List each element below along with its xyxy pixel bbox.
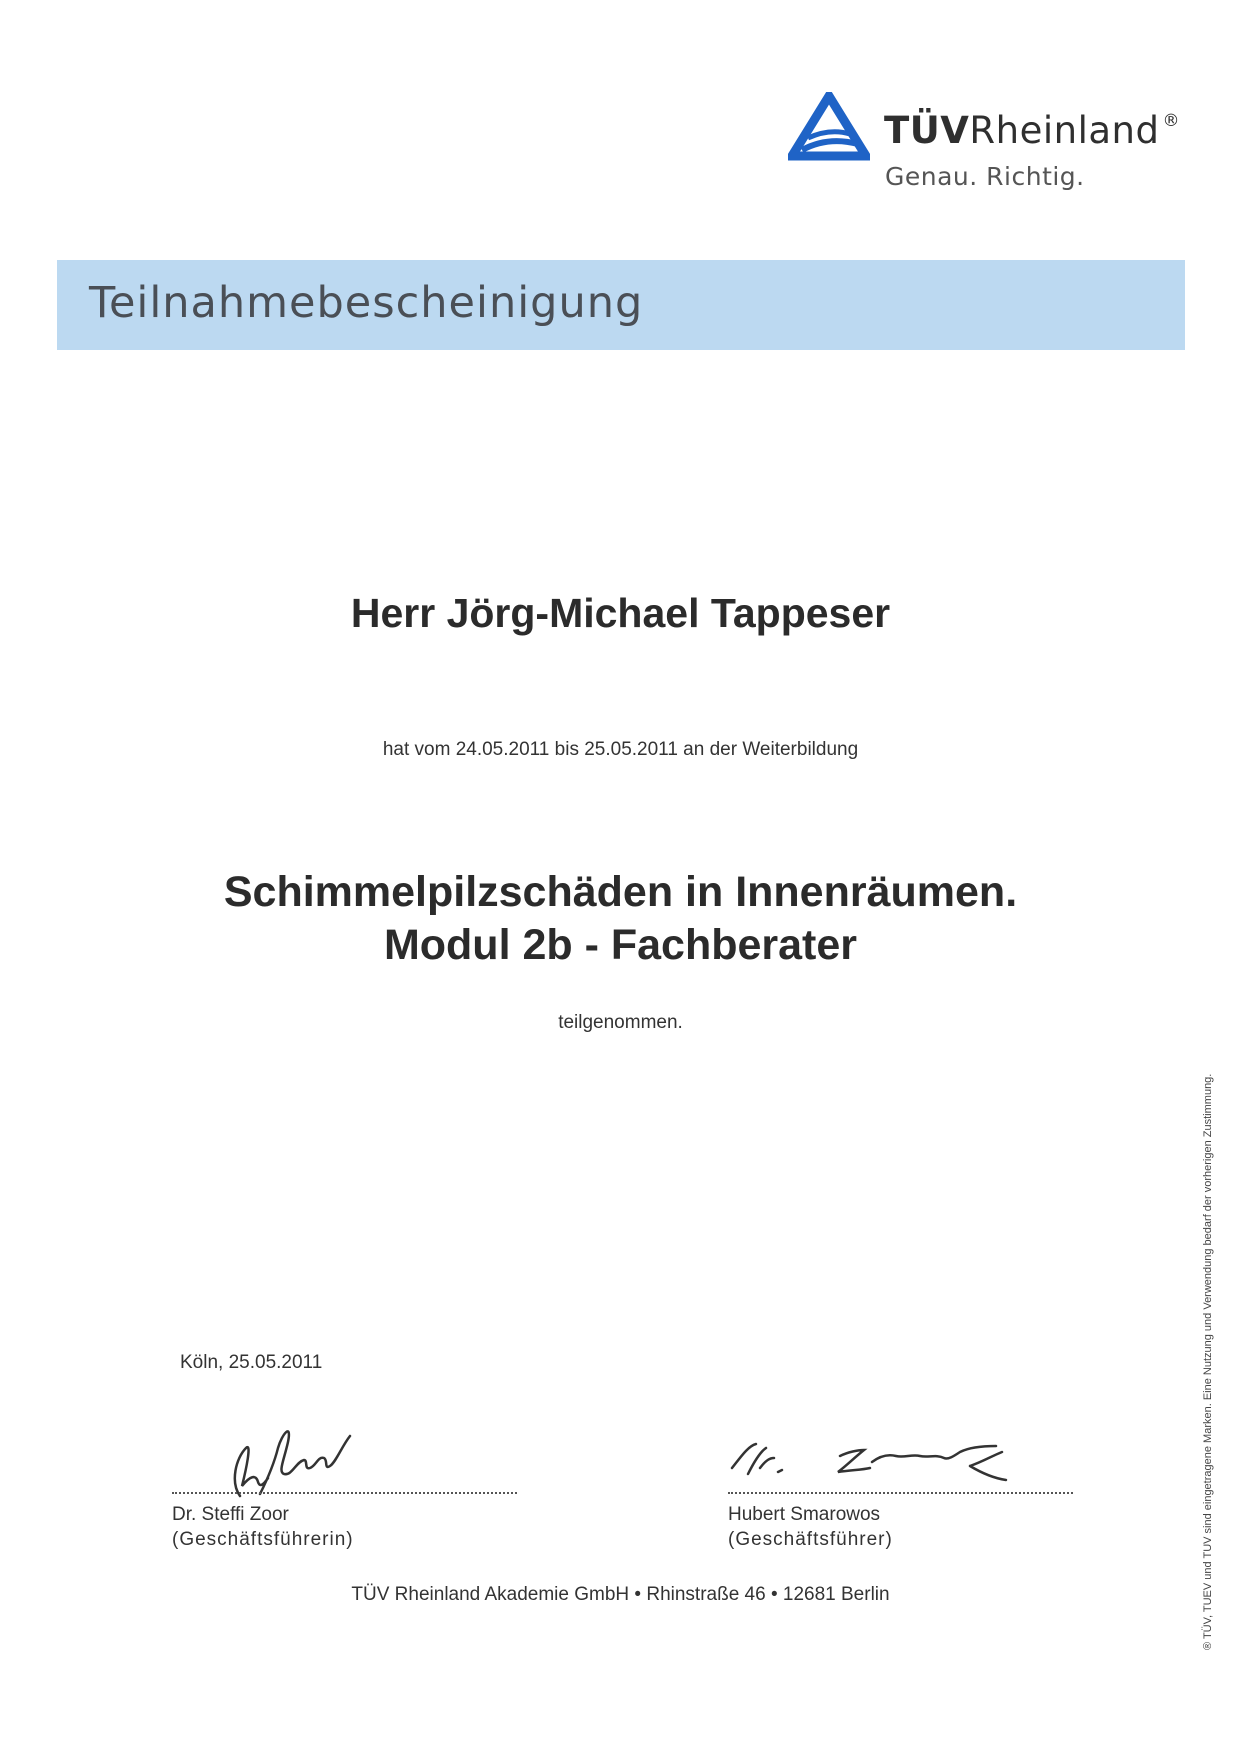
logo-brand-regular: Rheinland	[969, 109, 1160, 152]
tuv-triangle-logo-icon	[788, 92, 870, 164]
signature-zoor-image	[200, 1412, 360, 1504]
signature-smarowos-image	[730, 1428, 1030, 1498]
participated-text: teilgenommen.	[558, 1012, 683, 1033]
course-period: hat vom 24.05.2011 bis 25.05.2011 an der Weiterbildung	[382, 739, 859, 760]
place-and-date: Köln, 25.05.2011	[180, 1352, 323, 1373]
course-title-line-2: Modul 2b - Fachberater	[383, 921, 858, 969]
course-title-line-1: Schimmelpilzschäden in Innenräumen.	[223, 868, 1018, 916]
title-band	[57, 260, 1185, 350]
logo-brand-bold: TÜV	[884, 109, 970, 152]
signatory-name: Dr. Steffi Zoor	[172, 1504, 289, 1525]
registered-mark: ®	[1162, 111, 1180, 131]
signature-line	[728, 1492, 1073, 1494]
signatory-role: (Geschäftsführer)	[728, 1529, 893, 1550]
logo-brand-name	[884, 109, 1180, 152]
footer-address: TÜV Rheinland Akademie GmbH • Rhinstraße 46 • 12681 Berlin	[351, 1584, 890, 1605]
trademark-note: ® TÜV, TUEV und TUV sind eingetragene Marken. Eine Nutzung und Verwendung bedarf der vorherigen Zustimmung.	[1202, 1073, 1214, 1650]
document-title: Teilnahmebescheinigung	[89, 278, 644, 328]
signature-line	[172, 1492, 517, 1494]
signatory-role: (Geschäftsführerin)	[172, 1529, 354, 1550]
recipient-name: Herr Jörg-Michael Tappeser	[350, 590, 891, 636]
logo-tagline: Genau. Richtig.	[885, 162, 1085, 191]
course-title	[0, 866, 1241, 972]
signatory-name: Hubert Smarowos	[728, 1504, 881, 1525]
tuv-rheinland-logo	[788, 92, 1188, 202]
